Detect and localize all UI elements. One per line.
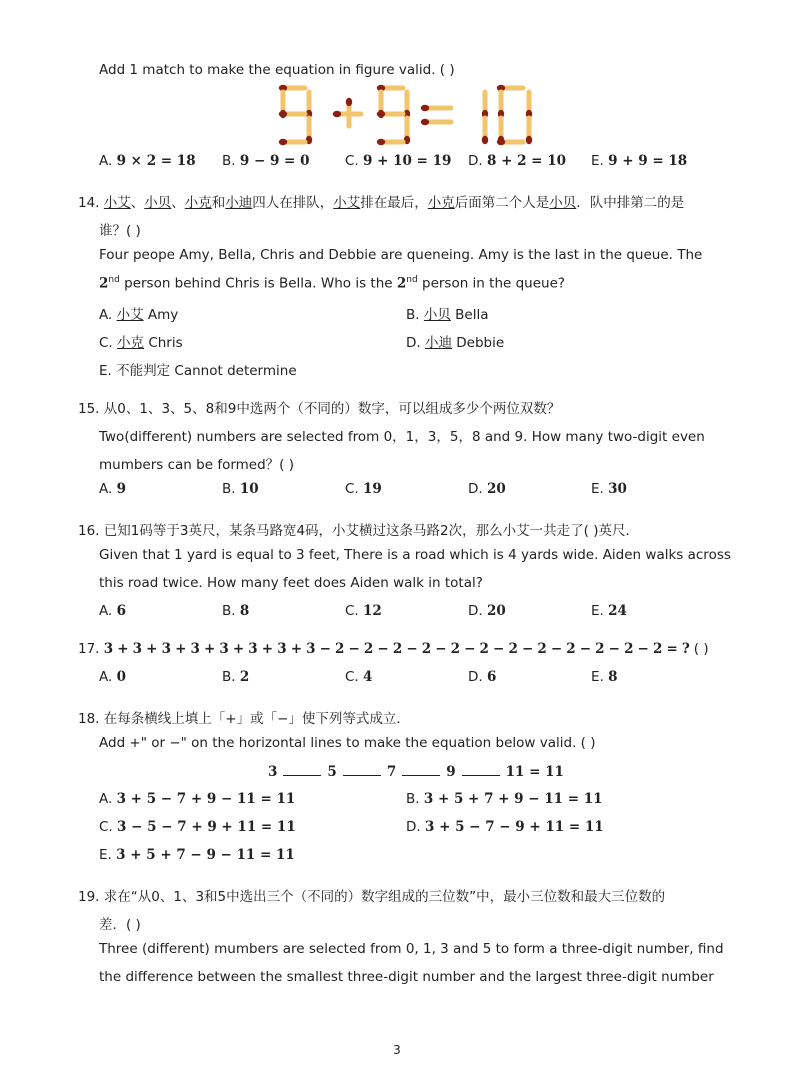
q14-option-e[interactable]: E. 不能判定 Cannot determine: [99, 363, 297, 379]
q18-option-d[interactable]: D. 3 + 5 − 7 − 9 + 11 = 11: [406, 819, 604, 835]
q13-option-d-text: 8 + 2 = 10: [486, 153, 566, 169]
q16-zh: 16. 已知1码等于3英尺，某条马路宽4码，小艾横过这条马路2次，那么小艾一共走了( )英尺．: [78, 523, 639, 539]
q15-en-line1: Two(different) numbers are selected from 0，1，3，5，8 and 9. How many two-digit even: [99, 429, 705, 445]
match-head: [421, 105, 429, 111]
q16-en-line2: this road twice. How many feet does Aiden walk in total?: [99, 575, 483, 591]
q14-name: 小克: [427, 195, 455, 211]
q13-option-a-text: 9 × 2 = 18: [116, 153, 196, 169]
q14-name: 小迪: [225, 195, 253, 211]
q19-zh-line1: 19. 求在“从0、1、3和5中选出三个（不同的）数字组成的三位数”中，最小三位数和最大三位数的: [78, 889, 666, 905]
q14-option-c[interactable]: C. 小克 Chris: [99, 335, 183, 351]
q14-name: 小艾: [333, 195, 361, 211]
q13-option-c-text: 9 + 10 = 19: [363, 153, 452, 169]
q19-zh-line2: 差．( ): [99, 917, 141, 933]
q13-option-b[interactable]: B. 9 − 9 = 0: [222, 153, 310, 169]
q18-zh: 18. 在每条横线上填上「+」或「−」使下列等式成立．: [78, 711, 410, 727]
q17-option-e[interactable]: E. 8: [591, 669, 618, 685]
q14-option-a[interactable]: A. 小艾 Amy: [99, 307, 179, 323]
q18-option-a[interactable]: A. 3 + 5 − 7 + 9 − 11 = 11: [99, 791, 296, 807]
q19-en-line2: the difference between the smallest three-digit number and the largest three-digit number: [99, 969, 714, 985]
match-head: [346, 98, 352, 106]
blank-line[interactable]: [283, 763, 321, 776]
q13-option-e-text: 9 + 9 = 18: [608, 153, 688, 169]
q16-option-a[interactable]: A. 6: [99, 603, 126, 619]
q19-en-line1: Three (different) mumbers are selected from 0, 1, 3 and 5 to form a three-digit number, find: [99, 941, 724, 957]
q16-option-b[interactable]: B. 8: [222, 603, 250, 619]
match-head: [333, 111, 341, 117]
q18-option-b[interactable]: B. 3 + 5 + 7 + 9 − 11 = 11: [406, 791, 603, 807]
q17-option-d[interactable]: D. 6: [468, 669, 497, 685]
blank-line[interactable]: [402, 763, 440, 776]
q14-option-d[interactable]: D. 小迪 Debbie: [406, 335, 505, 351]
q16-en-line1: Given that 1 yard is equal to 3 feet, There is a road which is 4 yards wide. Aiden walks across: [99, 547, 731, 563]
q13-option-a[interactable]: A. 9 × 2 = 18: [99, 153, 196, 169]
q14-name: 小克: [184, 195, 212, 211]
blank-line[interactable]: [462, 763, 500, 776]
q14-zh-line2: 谁？( ): [99, 223, 141, 239]
match-head: [377, 139, 385, 145]
q14-name: 小艾: [103, 195, 131, 211]
q18-en: Add +" or −" on the horizontal lines to make the equation below valid. ( ): [99, 735, 596, 751]
q14-zh-line1: 14. 小艾、小贝、小克和小迪四人在排队，小艾排在最后，小克后面第二个人是小贝．队中排第二的是: [78, 195, 685, 211]
q15-option-a[interactable]: A. 9: [99, 481, 126, 497]
q18-option-e[interactable]: E. 3 + 5 + 7 − 9 − 11 = 11: [99, 847, 295, 863]
q13-option-b-text: 9 − 9 = 0: [239, 153, 310, 169]
match-head: [279, 111, 287, 117]
match-head: [421, 119, 429, 125]
q17-option-a[interactable]: A. 0: [99, 669, 126, 685]
q15-en-line2: mumbers can be formed？( ): [99, 457, 294, 473]
q14-option-b[interactable]: B. 小贝 Bella: [406, 307, 489, 323]
q13-option-d[interactable]: D. 8 + 2 = 10: [468, 153, 566, 169]
q13-stem: [99, 62, 455, 78]
match-head: [497, 139, 505, 145]
q15-option-e[interactable]: E. 30: [591, 481, 627, 497]
match-head: [526, 136, 532, 144]
q14-name: 小贝: [549, 195, 577, 211]
q14-number: 14.: [78, 195, 100, 211]
q14-name: 小贝: [144, 195, 172, 211]
q15-option-c[interactable]: C. 19: [345, 481, 382, 497]
q17-option-c[interactable]: C. 4: [345, 669, 373, 685]
q17-stem: 17. 3 + 3 + 3 + 3 + 3 + 3 + 3 + 3 − 2 − 2 − 2 − 2 − 2 − 2 − 2 − 2 − 2 − 2 − 2 − 2 = ? ( ): [78, 641, 709, 657]
q13-paren: ( ): [439, 62, 455, 78]
match-head: [377, 111, 385, 117]
matchstick-figure: [275, 84, 545, 146]
q13-stem-text: Add 1 match to make the equation in figure valid.: [99, 62, 436, 78]
q14-en-line2: 2nd person behind Chris is Bella. Who is the 2nd person in the queue?: [99, 275, 566, 292]
q18-equation: 3 5 7 9 11 = 11: [268, 764, 564, 780]
q14-en-line1: Four peope Amy, Bella, Chris and Debbie are queneing. Amy is the last in the queue. The: [99, 247, 703, 263]
match-head: [279, 139, 287, 145]
q15-zh: 15. 从0、1、3、5、8和9中选两个（不同的）数字，可以组成多少个两位双数？: [78, 401, 561, 417]
q15-option-b[interactable]: B. 10: [222, 481, 259, 497]
page-number: 3: [393, 1043, 401, 1057]
q13-option-e[interactable]: E. 9 + 9 = 18: [591, 153, 688, 169]
q15-option-d[interactable]: D. 20: [468, 481, 506, 497]
q18-option-c[interactable]: C. 3 − 5 − 7 + 9 + 11 = 11: [99, 819, 296, 835]
q16-option-c[interactable]: C. 12: [345, 603, 382, 619]
q16-option-d[interactable]: D. 20: [468, 603, 506, 619]
blank-line[interactable]: [343, 763, 381, 776]
q16-option-e[interactable]: E. 24: [591, 603, 627, 619]
match-head: [482, 136, 488, 144]
q13-option-c[interactable]: C. 9 + 10 = 19: [345, 153, 452, 169]
q17-option-b[interactable]: B. 2: [222, 669, 250, 685]
